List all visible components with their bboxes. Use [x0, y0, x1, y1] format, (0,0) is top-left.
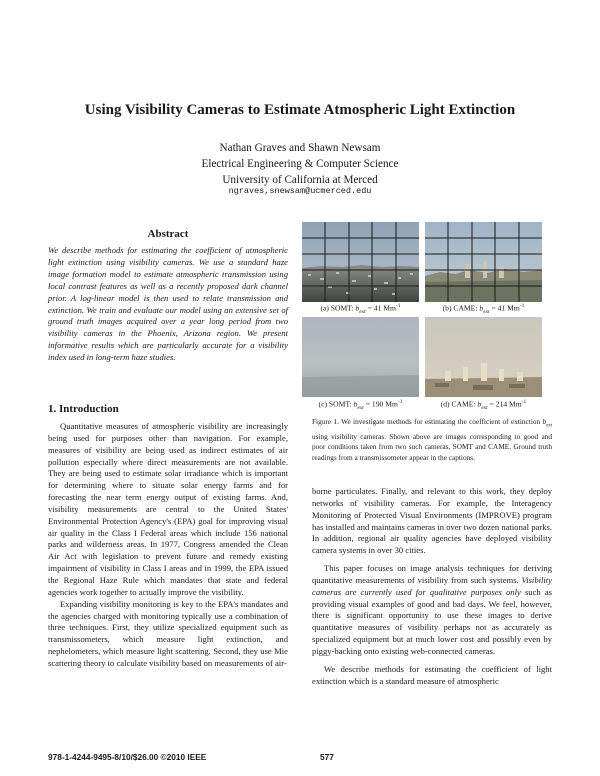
- right-column-body: [312, 486, 552, 688]
- intro-paragraph-1: Quantitative measures of atmospheric visibility are increasingly being used for purposes other than navigation. For example, measures of visibility are being used as indirect estimates of air pollution especially where direct measurements are not available. They are being used to estimate solar irradiance which is important for determining where to situate solar energy farms and for forecasting the near term energy output of existing farms. And, visibility measurements are central to the United States' Environmental Protection Agency's (EPA) goal for improving visual air quality in the Class I Federal areas which include 156 national parks and wilderness areas. In 1977, Congress amended the Clean Air Act with legislation to prevent future and remedy existing impairment of visibility in Class I areas and in 1999, the EPA issued the Regional Haze Rule which mandates that state and federal agencies work together to actually improve the visibility.: [48, 421, 288, 597]
- footer-copyright: 978-1-4244-9495-8/10/$26.00 ©2010 IEEE: [48, 752, 207, 762]
- affiliation-department: Electrical Engineering & Computer Science: [201, 158, 399, 170]
- subcaption-b: (b) CAME: $b_{ext} = 41$ $Mm^{-1}$: [442, 303, 525, 316]
- intro-paragraph-2: Expanding visibility monitoring is key to the EPA's mandates and the agencies charged with monitoring typically use a combination of three techniques. First, they utilize specialized equipment such as transmissometers, which measure light extinction, and nephelometers, which measure light scattering. Second, they use Mie scattering theory to calculate visibility based on measurements of air-: [48, 598, 288, 668]
- intro-paragraph-5: We describe methods for estimating the coefficient of light extinction which is a standard measure of atmospheric: [312, 663, 552, 686]
- section-heading-introduction: 1. Introduction: [48, 403, 119, 415]
- figure-a-somt-clear: [302, 222, 419, 302]
- intro-paragraph-4: This paper focuses on image analysis techniques for deriving quantitative measurements of visibility from such systems. Visibility cameras are currently used for qualitative purposes only such as providing visual examples of good and bad days. We feel, however, there is significant opportunity to use these images to derive quantitative measures of visibility perhaps not as accurately as specialized equipment but at much lower cost and possibly even by piggy-backing onto existing web-connected cameras.: [312, 563, 552, 656]
- subcaption-a: (a) SOMT: $b_{ext} = 41$ $Mm^{-1}$: [320, 303, 401, 316]
- intro-paragraph-3: borne particulates. Finally, and relevant to this work, they deploy networks of visibility cameras. For example, the Interagency Monitoring of Protected Visual Environments (IMPROVE) program has installed and maintains cameras in over two dozen national parks. In addition, regional air quality agencies have deployed visibility camera systems in over 30 cities.: [312, 486, 552, 556]
- figure-d-came-hazy: [425, 317, 542, 397]
- figure-c-somt-hazy: [302, 317, 419, 397]
- abstract-heading: Abstract: [147, 228, 189, 240]
- author-email: ngraves,snewsam@ucmerced.edu: [228, 186, 372, 196]
- subcaption-c: (c) SOMT: $b_{ext} = 190$ $Mm^{-1}$: [318, 399, 403, 412]
- subcaption-d: (d) CAME: $b_{ext} = 214$ $Mm^{-1}$: [440, 399, 527, 412]
- figure-1-caption: Figure 1. We investigate methods for estimating the coefficient of extinction $b_{ext}$ using visibility cameras. Shown above are images corresponding to good and poor conditions taken from two such cameras, SOMT and CAME. Ground truth readings from a transmissometer appear in the captions.: [312, 417, 552, 462]
- footer-page-number: 577: [320, 752, 334, 762]
- affiliation-university: University of California at Merced: [222, 174, 378, 186]
- figure-b-came-clear: [425, 222, 542, 302]
- abstract-text: We describe methods for estimating the coefficient of atmospheric light extinction using visibility cameras. We use a standard haze image formation model to estimate atmospheric transmission using local contrast features as well as a recently proposed dark channel prior. A log-linear model is then used to relate transmission and extinction. We train and evaluate our model using an extensive set of ground truth images acquired over a year long period from two visibility cameras in the Phoenix, Arizona region. We present informative results which are particularly accurate for a visibility index used in long-term haze studies.: [48, 245, 288, 363]
- left-column-body: [48, 421, 288, 670]
- paper-title: Using Visibility Cameras to Estimate Atmospheric Light Extinction: [84, 102, 516, 118]
- author-block: [0, 140, 600, 188]
- author-names: Nathan Graves and Shawn Newsam: [219, 142, 381, 154]
